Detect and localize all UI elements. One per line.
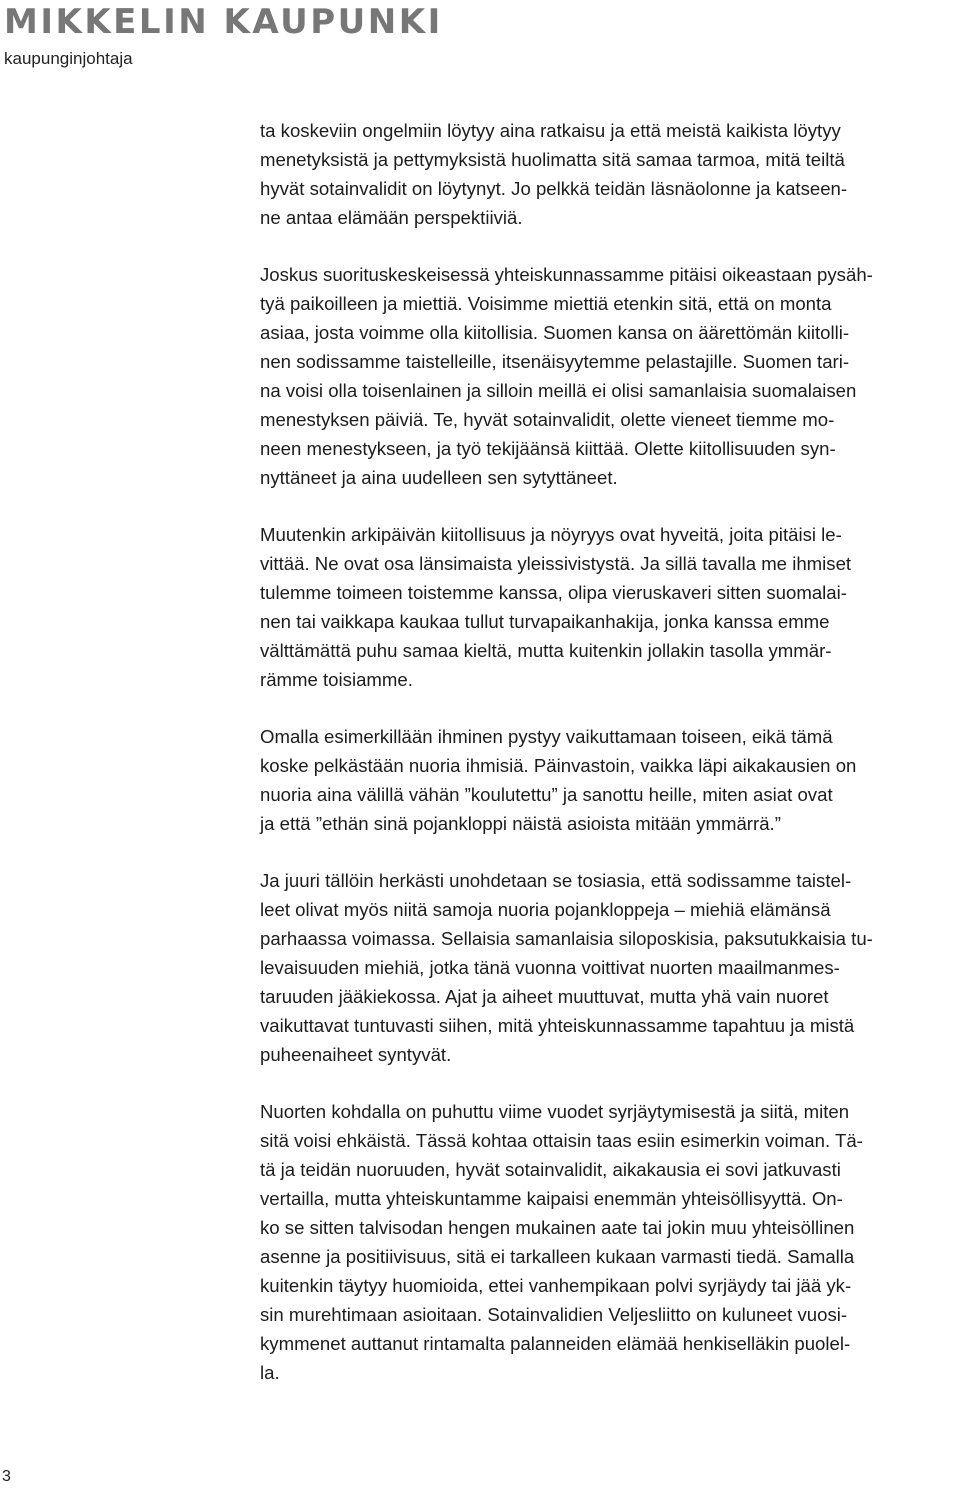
paragraph: Muutenkin arkipäivän kiitollisuus ja nöyryys ovat hyveitä, joita pitäisi le- vittää. Ne ovat osa länsimaista yleissivistystä. Ja sillä tavalla me ihmiset tulemme toimeen toistemme kanssa, olipa vieruskaveri sitten suomalai- nen tai vaikkapa kaukaa tullut turvapaikanhakija, jonka kanssa emme välttämättä puhu samaa kieltä, mutta kuitenkin jollakin tasolla ymmär- rämme toisiamme.	[260, 524, 852, 690]
page-header	[4, 4, 443, 69]
paragraph: Joskus suorituskeskeisessä yhteiskunnassamme pitäisi oikeastaan pysäh- tyä paikoilleen ja miettiä. Voisimme miettiä etenkin sitä, että on monta asiaa, josta voimme olla kiitollisia. Suomen kansa on äärettömän kiitolli- nen sodissamme taistelleille, itsenäisyytemme pelastajille. Suomen tari- na voisi olla toisenlainen ja silloin meillä ei olisi samanlaisia suomalaisen menestyksen päiviä. Te, hyvät sotainvalidit, olette vieneet tiemme mo- neen menestykseen, ja työ tekijäänsä kiittää. Olette kiitollisuuden syn- nyttäneet ja aina uudelleen sen sytyttäneet.	[260, 264, 873, 488]
paragraph: Ja juuri tällöin herkästi unohdetaan se tosiasia, että sodissamme taistel- leet olivat myös niitä samoja nuoria pojankloppeja – miehiä elämänsä parhaassa voimassa. Sellaisia samanlaisia siloposkisia, paksutukkaisia tu- levaisuuden miehiä, jotka tänä vuonna voittivat nuorten maailmanmes- taruuden jääkiekossa. Ajat ja aiheet muuttuvat, mutta yhä vain nuoret vaikuttavat tuntuvasti siihen, mitä yhteiskunnassamme tapahtuu ja mistä puheenaiheet syntyvät.	[260, 870, 873, 1065]
document-body	[260, 116, 960, 1387]
header-subtitle: kaupunginjohtaja	[4, 49, 133, 68]
paragraph: Omalla esimerkillään ihminen pystyy vaikuttamaan toiseen, eikä tämä koske pelkästään nuoria ihmisiä. Päinvastoin, vaikka läpi aikakausien on nuoria aina välillä vähän ”koulutettu” ja sanottu heille, miten asiat ovat ja että ”ethän sinä pojankloppi näistä asioista mitään ymmärrä.”	[260, 726, 857, 834]
paragraph: Nuorten kohdalla on puhuttu viime vuodet syrjäytymisestä ja siitä, miten sitä voisi ehkäistä. Tässä kohtaa ottaisin taas esiin esimerkin voiman. Tä- tä ja teidän nuoruuden, hyvät sotainvalidit, aikakausia ei sovi jatkuvasti vertailla, mutta yhteiskuntamme kaipaisi enemmän yhteisöllisyyttä. On- ko se sitten talvisodan hengen mukainen aate tai jokin muu yhteisöllinen asenne ja positiivisuus, sitä ei tarkalleen kukaan varmasti tiedä. Samalla kuitenkin täytyy huomioida, ettei vanhempikaan polvi syrjäydy tai jää yk- sin murehtimaan asioitaan. Sotainvalidien Veljesliitto on kuluneet vuosi- kymmenet auttanut rintamalta palanneiden elämää henkiselläkin puolel- la.	[260, 1101, 863, 1383]
paragraph: ta koskeviin ongelmiin löytyy aina ratkaisu ja että meistä kaikista löytyy menetyksistä ja pettymyksistä huolimatta sitä samaa tarmoa, mitä teiltä hyvät sotainvalidit on löytynyt. Jo pelkkä teidän läsnäolonne ja katseen- ne antaa elämään perspektiiviä.	[260, 120, 848, 228]
city-logo: MIKKELIN KAUPUNKI	[4, 2, 443, 42]
page-number: 3	[2, 1468, 11, 1485]
